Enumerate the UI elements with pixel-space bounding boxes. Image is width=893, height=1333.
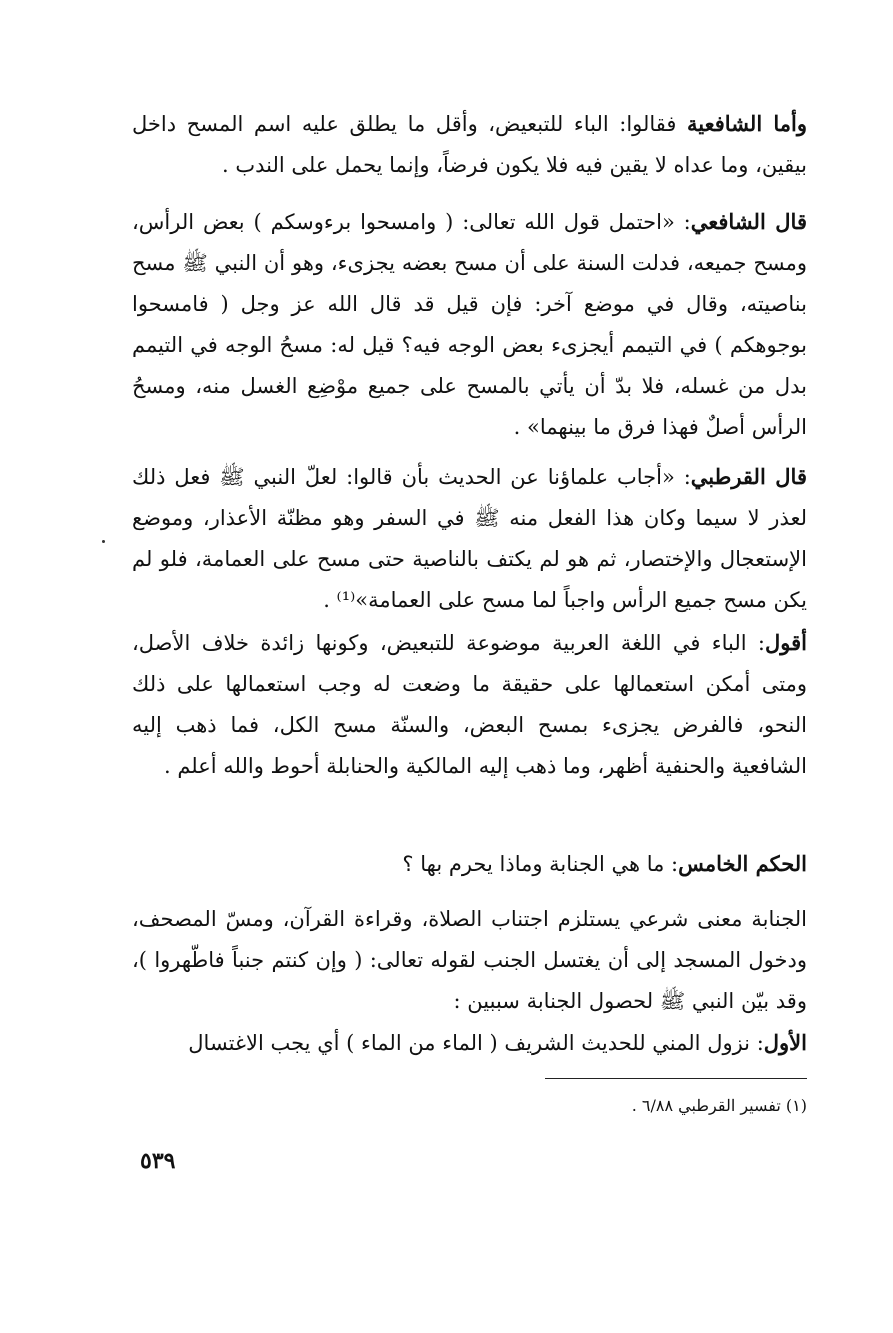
- paragraph-first-cause: [132, 1022, 807, 1064]
- paragraph-lead: قال القرطبي: [690, 464, 807, 489]
- section-heading-fifth-ruling: [132, 843, 807, 885]
- paragraph-aqul: [132, 622, 807, 787]
- paragraph-lead: وأما الشافعية: [687, 111, 807, 136]
- paragraph-shafiiyya: [132, 103, 807, 186]
- paragraph-janaba-definition: [132, 898, 807, 1022]
- paragraph-text: : نزول المني للحديث الشريف ( الماء من الماء ) أي يجب الاغتسال: [188, 1031, 764, 1055]
- paragraph-text: فقالوا: الباء للتبعيض، وأقل ما يطلق عليه اسم المسح داخل بيقين، وما عداه لا يقين فيه فلا يكون فرضاً، وإنما يحمل على الندب .: [132, 112, 807, 177]
- page-number: ٥٣٩: [140, 1148, 176, 1174]
- paragraph-lead: أقول: [765, 630, 807, 655]
- paragraph-lead: الأول: [763, 1030, 807, 1055]
- paragraph-text: : «احتمل قول الله تعالى: ( وامسحوا برءوسكم ) بعض الرأس، ومسح جميعه، فدلت السنة على أن مسح بعضه يجزىء، وهو أن النبي ﷺ مسح بناصيته، وقال في موضع آخر: فإن قيل قد قال الله عز وجل ( فامسحوا بوجوهكم ) في التيمم أيجزىء بعض الوجه فيه؟ قيل له: مسحُ الوجه في التيمم بدل من غسله، فلا بدّ أن يأتي بالمسح على جميع موْضِع الغسل منه، ومسحُ الرأس أصلٌ فهذا فرق ما بينهما» .: [132, 210, 807, 439]
- paragraph-lead: الحكم الخامس: [678, 851, 807, 876]
- footnote: (١) تفسير القرطبي ٦/٨٨ .: [631, 1096, 807, 1115]
- paragraph-qal-al-shafii: [132, 201, 807, 448]
- paragraph-text: : «أجاب علماؤنا عن الحديث بأن قالوا: لعلّ النبي ﷺ فعل ذلك لعذر لا سيما وكان هذا الفعل منه ﷺ في السفر وهو مظنّة الأعذار، وموضع الإستعجال والإختصار، ثم هو لم يكتف بالناصية حتى مسح على العمامة، فلو لم يكن مسح جميع الرأس واجباً لما مسح على العمامة»⁽¹⁾ .: [132, 465, 807, 612]
- scan-speck: [102, 540, 105, 543]
- paragraph-qal-al-qurtubi: [132, 456, 807, 621]
- paragraph-text: : ما هي الجنابة وماذا يحرم بها ؟: [402, 852, 679, 876]
- paragraph-lead: قال الشافعي: [690, 209, 807, 234]
- footnote-divider: [545, 1078, 807, 1079]
- paragraph-text: الجنابة معنى شرعي يستلزم اجتناب الصلاة، وقراءة القرآن، ومسّ المصحف، ودخول المسجد إلى أن يغتسل الجنب لقوله تعالى: ( وإن كنتم جنباً فاطّهروا )، وقد بيّن النبي ﷺ لحصول الجنابة سببين :: [132, 907, 807, 1013]
- paragraph-text: : الباء في اللغة العربية موضوعة للتبعيض، وكونها زائدة خلاف الأصل، ومتى أمكن استعمالها على حقيقة ما وضعت له وجب استعمالها على ذلك النحو، فالفرض يجزىء بمسح البعض، والسنّة مسح الكل، فما ذهب إليه الشافعية والحنفية أظهر، وما ذهب إليه المالكية والحنابلة أحوط والله أعلم .: [132, 631, 807, 778]
